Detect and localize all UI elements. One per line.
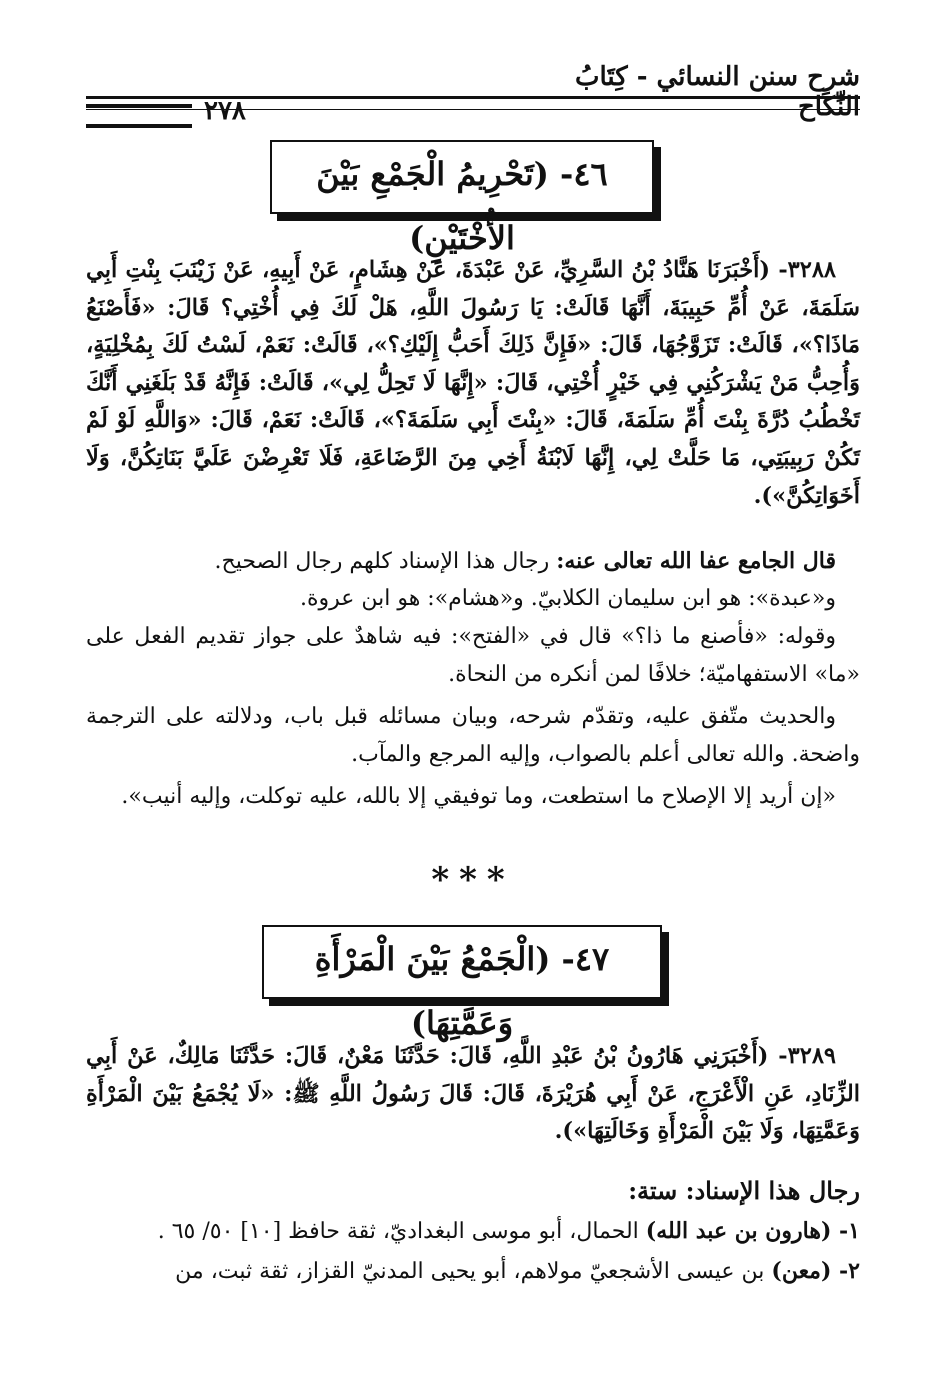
narrator-1-name: ١- (هارون بن عبد الله)	[645, 1218, 860, 1244]
hadith-3288-text: ٣٢٨٨- (أَخْبَرَنَا هَنَّادُ بْنُ السَّرِيِّ، عَنْ عَبْدَةَ، عَنْ هِشَامٍ، عَنْ أَبِيهِ، عَنْ زَيْنَبَ بِنْتِ أَبِي سَلَمَةَ، عَنْ أُمِّ حَبِيبَةَ، أَنَّهَا قَالَتْ: يَا رَسُولَ اللَّهِ، هَلْ لَكَ فِي أُخْتِي؟ قَالَ: «فَأَصْنَعُ مَاذَا؟»، قَالَتْ: تَزَوَّجُهَا، قَالَ: «فَإِنَّ ذَلِكَ أَحَبُّ إِلَيْكِ؟»، قَالَتْ: نَعَمْ، لَسْتُ لَكَ بِمُخْلِيَةٍ، وَأُحِبُّ مَنْ يَشْرَكُنِي فِي خَيْرٍ أُخْتِي، قَالَ: «إِنَّهَا لَا تَحِلُّ لِي»، قَالَتْ: فَإِنَّهُ قَدْ بَلَغَنِي أَنَّكَ تَخْطُبُ دُرَّةَ بِنْتَ أُمِّ سَلَمَةَ، قَالَ: «بِنْتَ أَبِي سَلَمَةَ؟»، قَالَتْ: نَعَمْ، قَالَ: «وَاللَّهِ لَوْ لَمْ تَكُنْ رَبِيبَتِي، مَا حَلَّتْ لِي، إِنَّهَا لَابْنَةُ أَخِي مِنَ الرَّضَاعَةِ، فَلَا تَعْرِضْنَ عَلَيَّ بَنَاتِكُنَّ، وَلَا أَخَوَاتِكُنَّ»).	[86, 257, 860, 509]
narrator-2	[86, 1253, 860, 1291]
commentary-paragraph-5	[86, 778, 860, 816]
hadith-3289-text: ٣٢٨٩- (أَخْبَرَنِي هَارُونُ بْنُ عَبْدِ اللَّهِ، قَالَ: حَدَّثَنَا مَعْنٌ، قَالَ: حَدَّثَنَا مَالِكٌ، عَنْ أَبِي الزِّنَادِ، عَنِ الْأَعْرَجِ، عَنْ أَبِي هُرَيْرَةَ، قَالَ: قَالَ رَسُولُ اللَّهِ ﷺ: «لَا يُجْمَعُ بَيْنَ الْمَرْأَةِ وَعَمَّتِهَا، وَلَا بَيْنَ الْمَرْأَةِ وَخَالَتِهَا»).	[86, 1043, 860, 1145]
narrators-heading: رجال هذا الإسناد: ستة:	[628, 1176, 860, 1205]
section-separator: ***	[431, 860, 515, 900]
commentary-paragraph-1	[86, 543, 860, 581]
hadith-3288	[86, 252, 860, 515]
narrator-2-name: ٢- (معن)	[771, 1258, 860, 1284]
commentary-1-text: رجال هذا الإسناد كلهم رجال الصحيح.	[214, 549, 550, 574]
hadith-3289	[86, 1038, 860, 1151]
page-number: ٢٧٨	[204, 96, 246, 126]
narrator-2-text: بن عيسى الأشجعيّ مولاهم، أبو يحيى المدنيّ القزاز، ثقة ثبت، من	[175, 1259, 765, 1284]
commentary-paragraph-4	[86, 698, 860, 773]
commentary-4-text: والحديث متّفق عليه، وتقدّم شرحه، وبيان مسائله قبل باب، ودلالته على الترجمة واضحة. والله تعالى أعلم بالصواب، وإليه المرجع والمآب.	[86, 704, 860, 767]
page-number-bars	[86, 104, 192, 128]
page-number-row	[86, 96, 296, 132]
commentary-lead: قال الجامع عفا الله تعالى عنه:	[556, 548, 836, 574]
narrator-1-text: الحمال، أبو موسى البغداديّ، ثقة حافظ [١٠] ٥٠/ ٦٥ .	[157, 1219, 639, 1244]
commentary-2-text: و«عبدة»: هو ابن سليمان الكلابيّ. و«هشام»: هو ابن عروة.	[299, 586, 836, 611]
narrator-1	[86, 1213, 860, 1251]
commentary-paragraph-2	[86, 580, 860, 618]
section-heading-46: ٤٦- (تَحْرِيمُ الْجَمْعِ بَيْنَ الأُخْتَيْنِ)	[270, 140, 654, 214]
section-heading-47: ٤٧- (الْجَمْعُ بَيْنَ الْمَرْأَةِ وَعَمَّتِهَا)	[262, 925, 662, 999]
commentary-3-text: وقوله: «فأصنع ما ذا؟» قال في «الفتح»: فيه شاهدٌ على جواز تقديم الفعل على «ما» الاستفهاميّة؛ خلافًا لمن أنكره من النحاة.	[86, 624, 860, 687]
commentary-paragraph-3	[86, 618, 860, 693]
commentary-5-text: «إن أريد إلا الإصلاح ما استطعت، وما توفيقي إلا بالله، عليه توكلت، وإليه أنيب».	[121, 784, 836, 809]
running-title: شرح سنن النسائي - كِتَابُ النِّكَاح	[575, 62, 860, 122]
